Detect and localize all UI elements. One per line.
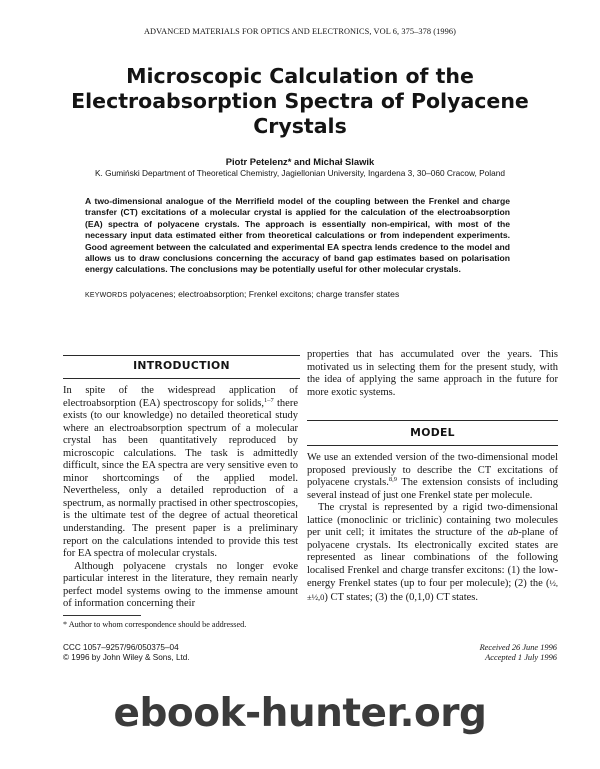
intro-top-rule <box>63 355 300 356</box>
received-date: Received 26 June 1996 <box>479 643 557 652</box>
intro-paragraph-2: Although polyacene crystals no longer evoke particular interest in the literature, they remain nearly perfect model systems owing to the immense amount of information concerning their <box>63 560 298 610</box>
watermark-container <box>0 691 600 736</box>
watermark: ebook-hunter.org <box>113 691 487 736</box>
model-p2-text-b: -plane of polyacene crystals. Its electronically excited states are represented as linear combinations of the following localised Frenkel and charge transfer excitons: (1) the low-energy Frenkel states (up to four per molecule); (2) the ( <box>307 527 558 590</box>
model-heading: MODEL <box>410 426 455 439</box>
model-p1-text-a: We use an extended version of the two-dimensional model proposed previously to describe the CT excitations of polyacene crystals. <box>307 452 558 489</box>
model-p1-citation: 8,9 <box>388 476 397 484</box>
paper-title <box>60 64 540 139</box>
intro-p1-text-a: In spite of the widespread application of electroabsorption (EA) spectroscopy for solids, <box>63 385 298 409</box>
model-p1-text-b: The extension consists of including several instead of just one Frenkel state per molecule. <box>307 477 558 501</box>
keywords-text: polyacenes; electroabsorption; Frenkel excitons; charge transfer states <box>129 289 400 299</box>
title-line-1: Microscopic Calculation of the <box>126 64 474 88</box>
affiliation: K. Gumiński Department of Theoretical Chemistry, Jagiellonian University, Ingardena 3, 30–060 Cracow, Poland <box>95 168 505 178</box>
footnote: * Author to whom correspondence should be addressed. <box>63 620 247 629</box>
title-line-2: Electroabsorption Spectra of Polyacene <box>71 89 529 113</box>
model-body <box>307 452 558 605</box>
keywords <box>85 289 515 299</box>
intro-paragraph-1 <box>63 385 298 561</box>
journal-header: ADVANCED MATERIALS FOR OPTICS AND ELECTRONICS, VOL 6, 375–378 (1996) <box>143 27 457 36</box>
model-top-rule <box>307 420 558 421</box>
publication-info <box>63 643 190 663</box>
keywords-label: KEYWORDS <box>85 292 128 299</box>
model-p2-fraction: ½,±½,0 <box>307 578 558 603</box>
authors: Piotr Petelenz* and Michał Slawik <box>225 156 375 167</box>
intro-p1-citation: 1–7 <box>264 396 274 404</box>
ccc-code: CCC 1057–9257/96/050375–04 <box>63 643 179 652</box>
accepted-date: Accepted 1 July 1996 <box>485 653 557 662</box>
model-p2-emphasis: ab <box>507 527 519 539</box>
intro-heading: INTRODUCTION <box>133 359 230 372</box>
intro-p1-text-b: there exists (to our knowledge) no detailed theoretical study where an electroabsorption spectrum of a molecular crystal has been quantitatively reproduced by microscopic calculations. The task is admittedly difficult, since the EA spectra are very sensitive even to minor shortcomings of the applied model. Nevertheless, only a detailed reproduction of a spectrum, as normally practised in other spectroscopies, is the ultimate test of the degree of actual theoretical understanding. The present paper is a preliminary report on the calculations intended to provide this test for EA spectra of molecular crystals. <box>63 397 299 560</box>
footnote-rule <box>63 615 141 616</box>
intro-bottom-rule <box>63 378 300 379</box>
received-dates <box>360 643 557 663</box>
abstract: A two-dimensional analogue of the Merrifield model of the coupling between the Frenkel and charge transfer (CT) excitations of a molecular crystal is applied for the calculation of the electroabsorption (EA) spectra of polyacene crystals. The approach is essentially non-empirical, with most of the necessary input data estimated either from theoretical calculations or from independent experiments. Good agreement between the calculated and experimental EA spectra lends credence to the model and allows us to draw conclusions concerning the accuracy of band gap estimates based on polarisation energy calculations. The conclusions may be potentially useful for other molecular crystals. <box>85 196 510 275</box>
model-p2-text-a: The crystal is represented by a rigid two-dimensional lattice (monoclinic or triclinic) containing two molecules per unit cell; it imitates the structure of the <box>307 502 558 539</box>
intro-continuation: properties that has accumulated over the years. This motivated us in selecting them for the present study, with the idea of applying the same approach in the future for more exotic systems. <box>307 349 558 398</box>
model-p2-text-c: ) CT states; (3) the (0,1,0) CT states. <box>324 592 479 604</box>
copyright: © 1996 by John Wiley & Sons, Ltd. <box>63 653 190 662</box>
title-line-3: Crystals <box>253 114 347 138</box>
model-paragraph-2 <box>307 502 558 604</box>
intro-body <box>63 385 298 611</box>
model-paragraph-1 <box>307 452 558 502</box>
model-bottom-rule <box>307 445 558 446</box>
